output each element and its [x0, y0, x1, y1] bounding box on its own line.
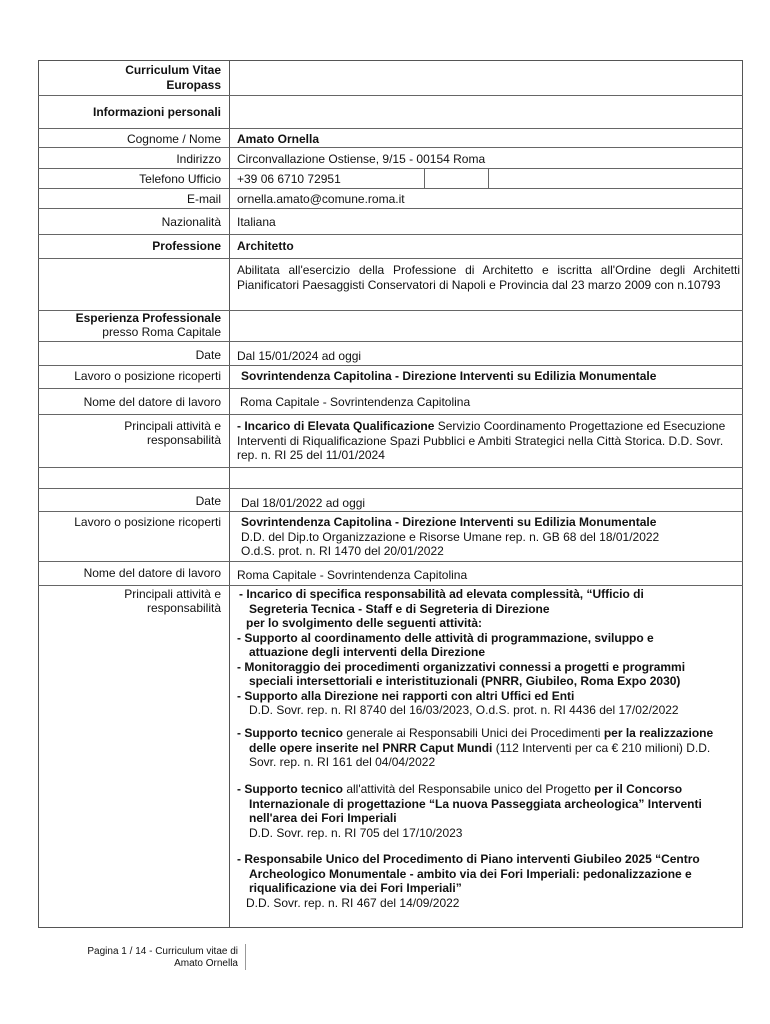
job1-position-value: Sovrintendenza Capitolina - Direzione Interventi su Edilizia Monumentale [241, 369, 657, 383]
cv-title: Curriculum Vitae [125, 63, 221, 77]
concorso-line-2: Internazionale di progettazione “La nuova Passeggiata archeologica” Interventi [249, 796, 702, 811]
concorso-line-1 [237, 782, 742, 797]
row-divider [38, 488, 743, 489]
job2-giubileo-block [237, 852, 742, 910]
job2-date-label: Date [195, 494, 221, 508]
job2-position-decree: D.D. del Dip.to Organizzazione e Risorse Umane rep. n. GB 68 del 18/01/2022 [241, 529, 660, 544]
row-divider [38, 258, 743, 259]
job1-duties-text: Servizio Coordinamento Progettazione ed Esecuzione Interventi di Riqualificazione Spazi Pubblici e Ambiti Strategici nella Città Storica. D.D. Sovr. rep. n. RI 25 del 11/01/2024 [237, 419, 726, 462]
duty-support-decree: D.D. Sovr. rep. n. RI 8740 del 16/03/2023, O.d.S. prot. n. RI 4436 del 17/02/2022 [249, 703, 679, 717]
giubileo-line-1: - Responsabile Unico del Procedimento di Piano interventi Giubileo 2025 “Centro [237, 852, 700, 866]
row-divider [38, 234, 743, 235]
job1-employer-value: Roma Capitale - Sovrintendenza Capitolina [240, 395, 471, 409]
duty-support-line: - Supporto alla Direzione nei rapporti con altri Uffici ed Enti [237, 688, 575, 703]
concorso-text-a: all'attività del Responsabile unico del Progetto [343, 782, 595, 796]
pnrr-line-2 [237, 741, 742, 756]
surname-label: Cognome / Nome [126, 132, 221, 146]
address-value: Circonvallazione Ostiense, 9/15 - 00154 Roma [237, 152, 486, 166]
concorso-line-3: nell'area dei Fori Imperiali [249, 811, 397, 825]
job2-pnrr-block [237, 726, 742, 770]
concorso-bold-b: per il Concorso [594, 782, 683, 796]
job1-date-label: Date [195, 348, 221, 362]
row-divider [38, 208, 743, 209]
concorso-decree: D.D. Sovr. rep. n. RI 705 del 17/10/2023 [249, 825, 463, 840]
job2-position-value: Sovrintendenza Capitolina - Direzione Interventi su Edilizia Monumentale [241, 515, 657, 529]
footer-author: Amato Ornella [174, 958, 238, 969]
profession-label: Professione [152, 239, 221, 253]
job2-position-block [241, 515, 744, 559]
profession-value: Architetto [237, 239, 294, 253]
job2-duties-label-2: responsabilità [146, 601, 221, 615]
pnrr-bold-a: - Supporto tecnico [237, 726, 343, 740]
job2-employer-label: Nome del datore di lavoro [83, 566, 221, 580]
duty-monitoring-line: speciali intersettoriali e interistituzionali (PNRR, Giubileo, Roma Expo 2030) [249, 674, 681, 688]
experience-title: Esperienza Professionale [75, 311, 221, 325]
row-divider [38, 95, 743, 96]
address-label: Indirizzo [176, 152, 221, 166]
giubileo-line-3: riqualificazione via dei Fori Imperiali” [249, 881, 462, 895]
job1-duties [237, 419, 727, 463]
email-value: ornella.amato@comune.roma.it [237, 192, 405, 206]
pnrr-bold-c: delle opere inserite nel PNRR Caput Mundi [249, 740, 493, 755]
job1-date-value: Dal 15/01/2024 ad oggi [237, 349, 362, 363]
row-divider [38, 188, 743, 189]
duty-incarico-line: per lo svolgimento delle seguenti attività: [246, 616, 483, 630]
row-divider [38, 168, 743, 169]
duty-incarico-line: Segreteria Tecnica - Staff e di Segreteria di Direzione [249, 601, 550, 616]
row-divider [38, 147, 743, 148]
job1-duties-label-2: responsabilità [146, 433, 221, 447]
giubileo-decree: D.D. Sovr. rep. n. RI 467 del 14/09/2022 [246, 895, 460, 910]
job1-employer-label: Nome del datore di lavoro [83, 395, 221, 409]
job1-position-label: Lavoro o posizione ricoperti [74, 369, 221, 383]
job2-date-value: Dal 18/01/2022 ad oggi [241, 496, 366, 510]
profession-note: Abilitata all'esercizio della Professione di Architetto e iscritta all'Ordine degli Architetti Pianificatori Paesaggisti Conservatori di Napoli e Provincia dal 23 marzo 2009 con n.10793 [237, 263, 740, 292]
duty-coordination-line: - Supporto al coordinamento delle attività di programmazione, sviluppo e [237, 630, 654, 645]
pnrr-decree: Sovr. rep. n. RI 161 del 04/04/2022 [249, 755, 436, 769]
duty-monitoring-line: - Monitoraggio dei procedimenti organizzativi connessi a progetti e programmi [237, 659, 686, 674]
pnrr-text-a: generale ai Responsabili Unici dei Procedimenti [343, 726, 604, 740]
surname-value: Amato Ornella [237, 132, 320, 146]
page-footer [70, 946, 238, 970]
giubileo-line-2: Archeologico Monumentale - ambito via dei Fori Imperiali: pedonalizzazione e [249, 866, 692, 881]
experience-subtitle: presso Roma Capitale [102, 325, 221, 339]
footer-page-number: Pagina 1 / 14 - Curriculum vitae di [87, 946, 238, 957]
job2-position-ods: O.d.S. prot. n. RI 1470 del 20/01/2022 [241, 544, 444, 558]
phone-label: Telefono Ufficio [139, 172, 221, 186]
footer-divider [245, 944, 246, 970]
job2-duties-label-1: Principali attività e [124, 587, 221, 601]
job1-duties-label-1: Principali attività e [124, 419, 221, 433]
job2-position-label: Lavoro o posizione ricoperti [74, 515, 221, 529]
job1-duties-bold: - Incarico di Elevata Qualificazione [237, 419, 435, 433]
row-divider [38, 511, 743, 512]
row-divider [38, 467, 743, 468]
pnrr-line-1 [237, 726, 742, 741]
duty-incarico-line: - Incarico di specifica responsabilità ad elevata complessità, “Ufficio di [239, 587, 644, 601]
row-divider [38, 341, 743, 342]
row-divider [38, 585, 743, 586]
email-label: E-mail [186, 192, 221, 206]
row-divider [38, 414, 743, 415]
nationality-label: Nazionalità [161, 215, 221, 229]
column-divider [229, 60, 230, 928]
section-personal-info: Informazioni personali [92, 105, 221, 119]
job2-duties-block [237, 587, 742, 718]
row-divider [38, 365, 743, 366]
row-divider [38, 388, 743, 389]
duty-coordination-line: attuazione degli interventi della Direzione [249, 645, 486, 659]
concorso-bold-a: - Supporto tecnico [237, 782, 343, 796]
job2-employer-value: Roma Capitale - Sovrintendenza Capitolina [237, 568, 468, 582]
pnrr-text-b: (112 Interventi per ca € 210 milioni) D.D. [492, 740, 711, 755]
pnrr-bold-b: per la realizzazione [603, 726, 714, 740]
row-divider [38, 561, 743, 562]
nationality-value: Italiana [237, 215, 276, 229]
cv-subtitle: Europass [166, 78, 221, 92]
job2-concorso-block [237, 782, 742, 840]
phone-value: +39 06 6710 72951 [237, 172, 341, 186]
row-divider [38, 128, 743, 129]
